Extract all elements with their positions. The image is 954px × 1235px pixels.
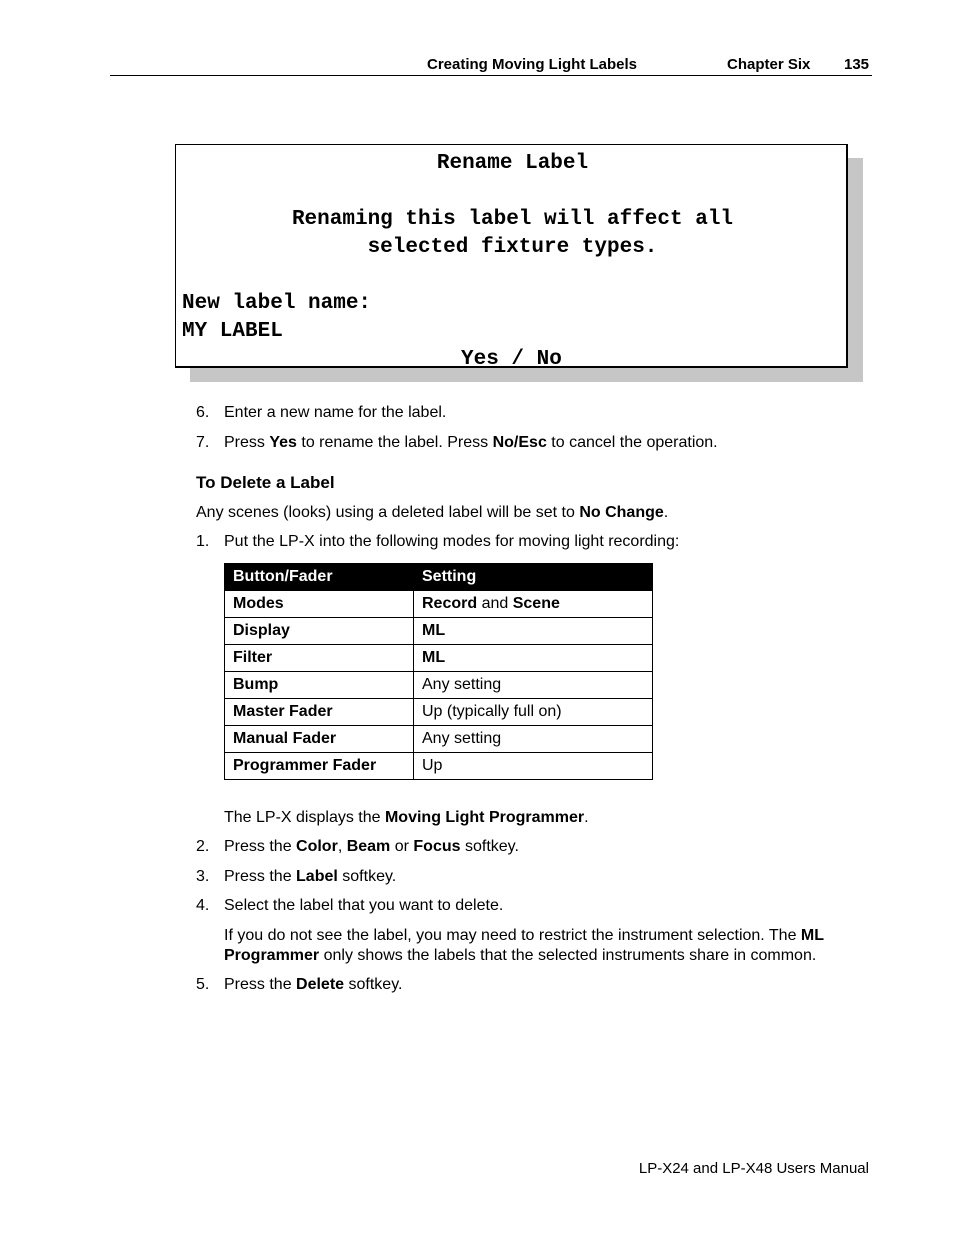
step-number: 1. (196, 533, 210, 550)
table-row (225, 753, 653, 780)
table-row (225, 672, 653, 699)
step-text: Put the LP-X into the following modes for moving light recording: (224, 533, 680, 550)
running-header-section: Creating Moving Light Labels (427, 56, 638, 73)
running-header-chapter: Chapter Six (727, 56, 811, 73)
table-row (225, 726, 653, 753)
screen-value: MY LABEL (182, 320, 283, 343)
table-cell-control: Master Fader (225, 699, 414, 726)
table-cell-setting: ML (414, 618, 653, 645)
step-note-line2: Programmer only shows the labels that the selected instruments share in common. (224, 947, 817, 964)
table-row (225, 618, 653, 645)
step-number: 5. (196, 976, 210, 993)
section-heading: To Delete a Label (196, 473, 335, 492)
screen-choice: Yes / No (461, 348, 562, 371)
table-cell-control: Filter (225, 645, 414, 672)
table-cell-control: Manual Fader (225, 726, 414, 753)
table-header-row (225, 564, 653, 591)
table-cell-setting: Up (414, 753, 653, 780)
table-header-cell: Setting (414, 564, 653, 591)
table-cell-setting: ML (414, 645, 653, 672)
step-text: Press the Color, Beam or Focus softkey. (224, 838, 519, 855)
table-cell-setting: Any setting (414, 726, 653, 753)
table-cell-control: Bump (225, 672, 414, 699)
step-text: Enter a new name for the label. (224, 404, 447, 421)
table-cell-control: Display (225, 618, 414, 645)
table-row (225, 699, 653, 726)
step-text: Press the Label softkey. (224, 868, 397, 885)
screen-title: Rename Label (436, 152, 589, 175)
step-number: 2. (196, 838, 210, 855)
page-number: 135 (844, 56, 870, 73)
section-intro: Any scenes (looks) using a deleted label will be set to No Change. (196, 504, 669, 521)
step-note-line1: If you do not see the label, you may need to restrict the instrument selection. The ML (224, 927, 825, 944)
modes-table (224, 563, 653, 780)
step-text: Press the Delete softkey. (224, 976, 403, 993)
step-text: Press Yes to rename the label. Press No/Esc to cancel the operation. (224, 434, 718, 451)
lcd-screen (175, 144, 848, 371)
step-number: 3. (196, 868, 210, 885)
table-cell-control: Programmer Fader (225, 753, 414, 780)
table-row (225, 645, 653, 672)
table-row (225, 591, 653, 618)
step-number: 7. (196, 434, 210, 451)
screen-message-line2: selected fixture types. (367, 236, 658, 259)
screen-prompt: New label name: (182, 292, 372, 315)
step-number: 6. (196, 404, 210, 421)
step-number: 4. (196, 897, 210, 914)
screen-message-line1: Renaming this label will affect all (291, 208, 734, 231)
step-text: Select the label that you want to delete. (224, 897, 504, 914)
table-cell-control: Modes (225, 591, 414, 618)
table-header-cell: Button/Fader (225, 564, 414, 591)
table-cell-setting: Record and Scene (414, 591, 653, 618)
table-cell-setting: Up (typically full on) (414, 699, 653, 726)
table-cell-setting: Any setting (414, 672, 653, 699)
result-text: The LP-X displays the Moving Light Programmer. (224, 809, 589, 826)
footer-manual-title: LP-X24 and LP-X48 Users Manual (638, 1160, 869, 1177)
header-rule (110, 75, 872, 76)
